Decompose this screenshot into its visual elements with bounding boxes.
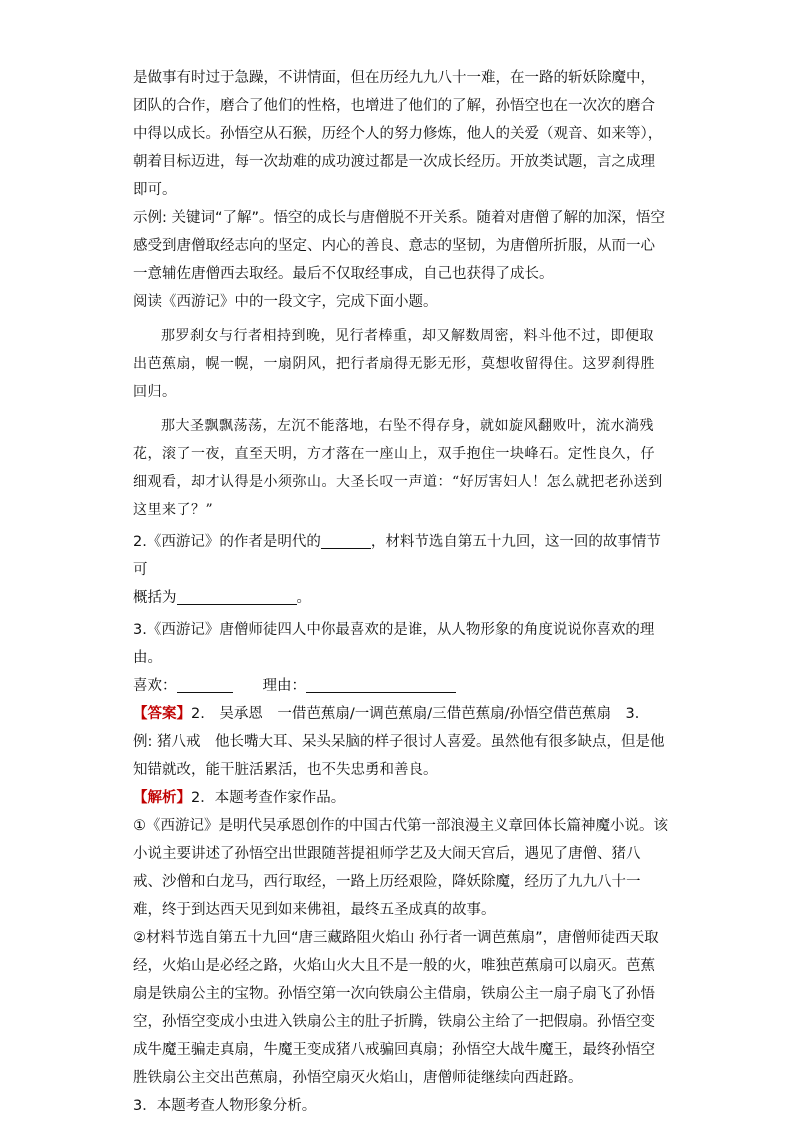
question-3-answer-line: [133, 672, 668, 700]
like-label: 喜欢：: [133, 678, 177, 694]
analysis-text: 2．本题考查作家作品。: [191, 790, 346, 806]
passage-excerpt: [133, 322, 668, 524]
question-2-text-c: 概括为: [133, 590, 177, 606]
answer-continuation-paragraph: 是做事有时过于急躁，不讲情面，但在历经九九八十一难，在一路的斩妖除魔中，团队的合作，磨合了他们的性格，也增进了他们的了解，孙悟空也在一次次的磨合中得以成长。孙悟空从石猴，历经个人的努力修炼，他人的关爱（观音、如来等），朝着目标迈进，每一次劫难的成功渡过都是一次成长经历。开放类试题，言之成理即可。: [133, 70, 663, 198]
page-content: [133, 64, 668, 1120]
example-paragraph: 示例: 关键词“了解”。悟空的成长与唐僧脱不开关系。随着对唐僧了解的加深，悟空感受到唐僧取经志向的坚定、内心的善良、意志的坚韧，为唐僧所折服，从而一心一意辅佐唐僧西去取经。最后不仅取经事成，自己也获得了成长。: [133, 210, 666, 282]
passage-paragraph-2: 那大圣飘飘荡荡，左沉不能落地，右坠不得存身，就如旋风翻败叶，流水淌残花，滚了一夜，直至天明，方才落在一座山上，双手抱住一块峰石。定性良久，仔细观看，却才认得是小须弥山。大圣长叹一声道：“好厉害妇人！怎么就把老孙送到这里来了？”: [133, 418, 663, 518]
reading-instruction: 阅读《西游记》中的一段文字，完成下面小题。: [133, 294, 438, 310]
question-2-text-d: 。: [296, 590, 311, 606]
analysis-point-3: 3．本题考查人物形象分析。: [133, 1098, 317, 1114]
question-2-text-a: 2.《西游记》的作者是明代的: [133, 534, 321, 550]
answer-tag: 【答案】: [133, 706, 191, 722]
question-2-text-b: ，材料节选自第五十九回，这一回的故事情节可: [133, 534, 661, 578]
reason-label: 理由：: [262, 678, 306, 694]
reason-blank: [306, 676, 456, 693]
analysis-section: [133, 784, 668, 812]
author-blank: [321, 532, 371, 549]
analysis-tag: 【解析】: [133, 790, 191, 806]
answer-text: 2. 吴承恩 一借芭蕉扇/一调芭蕉扇/三借芭蕉扇/孙悟空借芭蕉扇 3．例: 猪八戒 他长嘴大耳、呆头呆脑的样子很讨人喜爱。虽然他有很多缺点，但是他知错就改，能干脏活累活，也不失忠勇和善良。: [133, 706, 665, 778]
analysis-point-1: ①《西游记》是明代吴承恩创作的中国古代第一部浪漫主义章回体长篇神魔小说。该小说主要讲述了孙悟空出世跟随菩提祖师学艺及大闹天宫后，遇见了唐僧、猪八戒、沙僧和白龙马，西行取经，一路上历经艰险，降妖除魔，经历了九九八十一难，终于到达西天见到如来佛祖，最终五圣成真的故事。: [133, 818, 668, 918]
question-2: [133, 528, 668, 612]
like-blank: [177, 676, 233, 693]
analysis-point-2: ②材料节选自第五十九回“唐三藏路阻火焰山 孙行者一调芭蕉扇”，唐僧师徒西天取经，火焰山是必经之路，火焰山火大且不是一般的火，唯独芭蕉扇可以扇灭。芭蕉扇是铁扇公主的宝物。孙悟空第一次向铁扇公主借扇，铁扇公主一扇子扇飞了孙悟空，孙悟空变成小虫进入铁扇公主的肚子折腾，铁扇公主给了一把假扇。孙悟空变成牛魔王骗走真扇，牛魔王变成猪八戒骗回真扇；孙悟空大战牛魔王，最终孙悟空胜铁扇公主交出芭蕉扇，孙悟空扇灭火焰山，唐僧师徒继续向西赶路。: [133, 930, 659, 1086]
question-3: 3.《西游记》唐僧师徒四人中你最喜欢的是谁，从人物形象的角度说说你喜欢的理由。: [133, 622, 655, 666]
passage-paragraph-1: 那罗刹女与行者相持到晚，见行者棒重，却又解数周密，料斗他不过，即便取出芭蕉扇，幌一幌，一扇阴风，把行者扇得无影无形，莫想收留得住。这罗刹得胜回归。: [133, 328, 655, 400]
answer-section: [133, 700, 668, 784]
plot-summary-blank: [177, 588, 297, 605]
